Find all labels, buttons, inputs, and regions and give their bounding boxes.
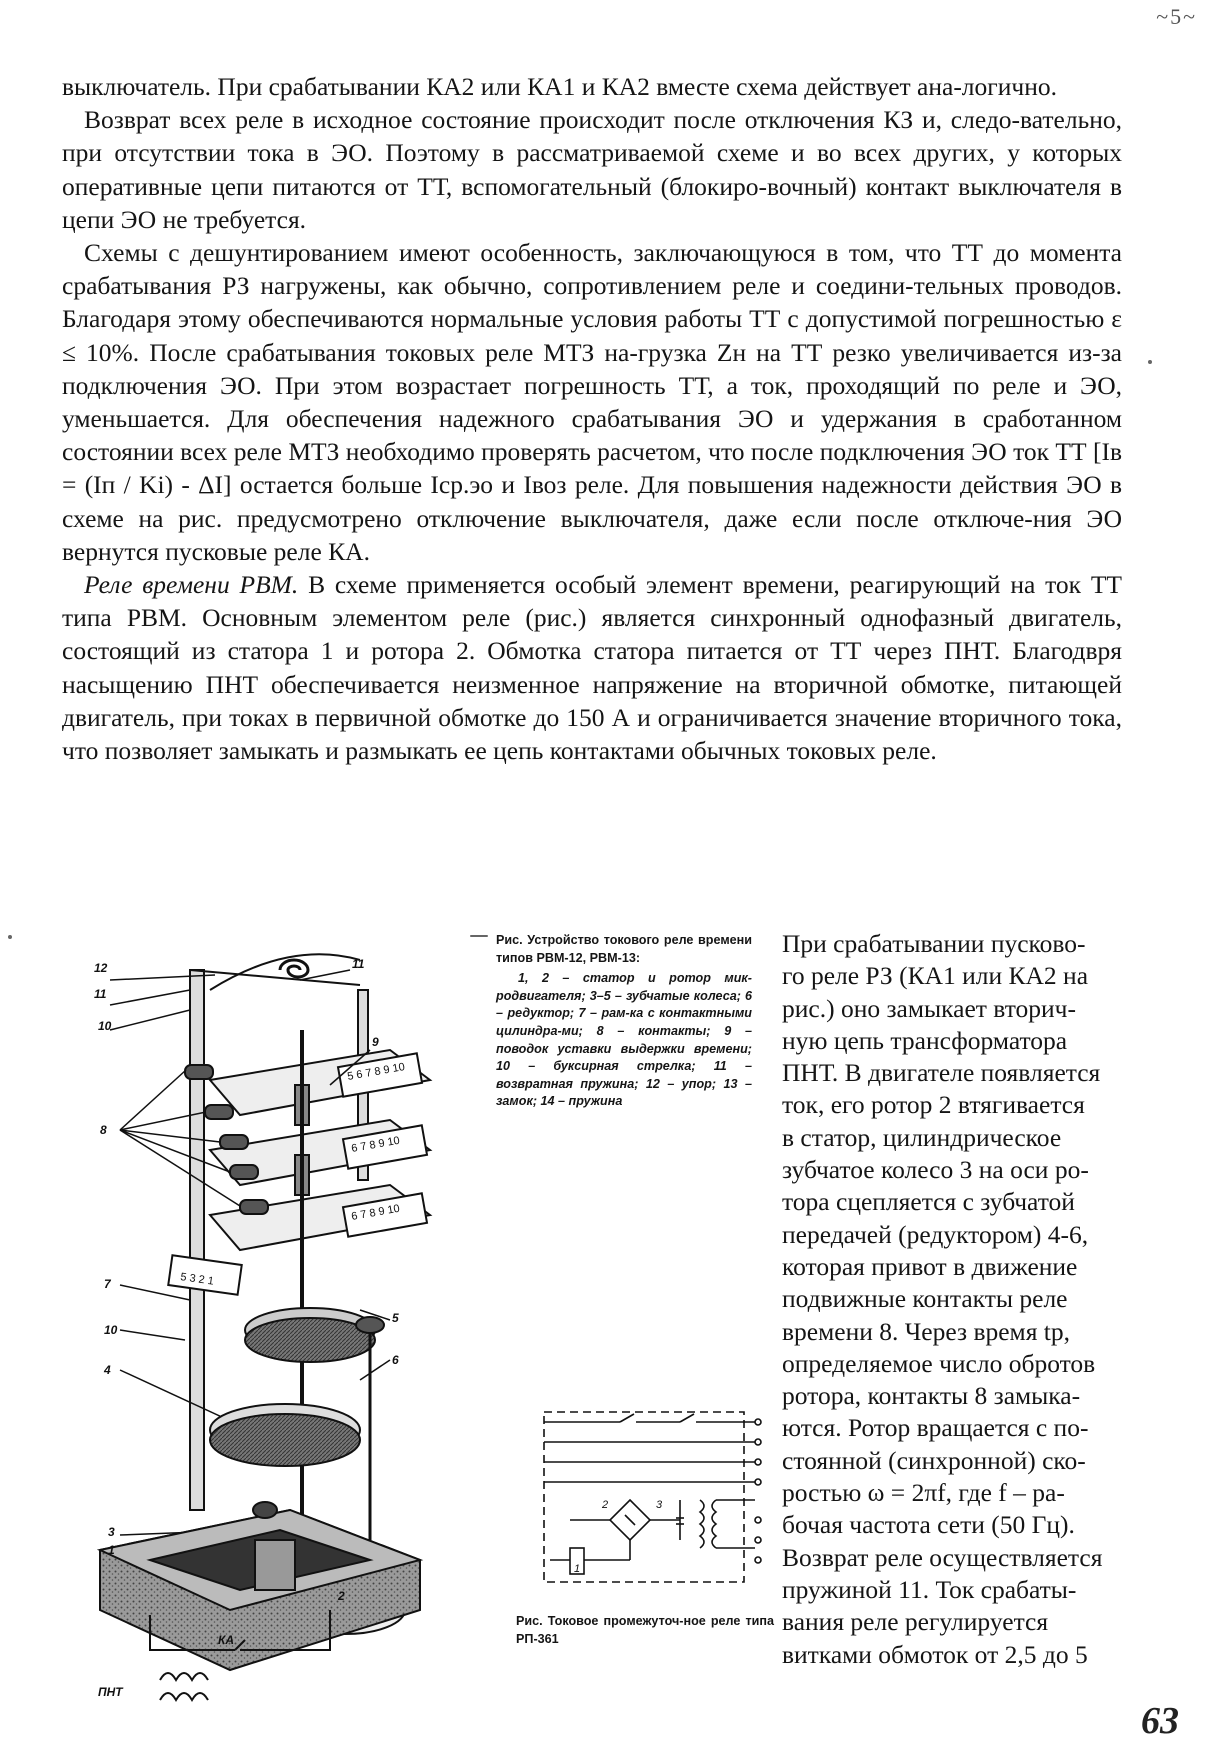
side-text-line: ПНТ. В двигателе появляется — [782, 1058, 1101, 1088]
label-12: 12 — [94, 961, 108, 975]
label-11-right: 11 — [352, 957, 365, 971]
side-text-line: зубчатое колесо 3 на оси ро- — [782, 1155, 1089, 1185]
label-pnt: ПНТ — [98, 1685, 123, 1699]
side-text-line: ростью ω = 2πf, где f – ра- — [782, 1478, 1065, 1508]
label-2: 2 — [338, 1589, 345, 1603]
scan-speck — [470, 935, 488, 937]
label-10-top: 10 — [98, 1019, 112, 1033]
side-text-line: передачей (редуктором) 4-6, — [782, 1219, 1089, 1249]
side-text-line: вания реле регулируется — [782, 1607, 1049, 1637]
label-ka: КА — [218, 1633, 235, 1647]
label-7: 7 — [104, 1277, 111, 1291]
corner-mark: ~5~ — [1156, 4, 1197, 29]
side-text-line: бочая частота сети (50 Гц). — [782, 1510, 1075, 1540]
figure1-caption — [496, 932, 752, 1111]
circuit-label-3: 3 — [656, 1499, 663, 1511]
label-3: 3 — [108, 1525, 115, 1539]
side-text-line: подвижные контакты реле — [782, 1284, 1068, 1314]
paragraph-3: Схемы с дешунтированием имеют особенность, заключающуюся в том, что ТТ до момента срабатывания РЗ нагружены, как обычно, сопротивлением реле и соедини-тельных проводов. Благодаря этому обеспечиваются нормальные условия работы ТТ с допустимой погрешностью ε ≤ 10%. После срабатывания токовых реле МТЗ на-грузка Zн на ТТ резко увеличивается из-за подключения ЭО. При этом возрастает погрешность ТТ, а ток, проходящий по реле и ЭО, уменьшается. Для обеспечения надежного срабатывания ЭО и удержания в сработанном состоянии всех реле МТЗ необходимо проверять расчетом, что после подключения ЭО ток ТТ [Iв = (Iп / Ki) - ΔI] остается больше Icp.эо и Iвоз реле. Для повышения надежности действия ЭО в схеме на рис. предусмотрено отключение выключателя, даже если после отключе-ния ЭО вернутся пусковые реле КА. — [62, 238, 1122, 566]
label-8: 8 — [100, 1123, 107, 1137]
circuit-label-2: 2 — [602, 1499, 609, 1511]
side-text-line: го реле РЗ (КА1 или КА2 на — [782, 961, 1089, 991]
side-text-line: времени 8. Через время tр, — [782, 1316, 1071, 1346]
label-4: 4 — [104, 1363, 111, 1377]
side-text-line: тора сцепляется с зубчатой — [782, 1187, 1075, 1217]
side-text-line: стоянной (синхронной) ско- — [782, 1445, 1086, 1475]
rvm-relay-drawing — [90, 910, 520, 1710]
label-5: 5 — [392, 1311, 399, 1325]
paragraph-4 — [62, 568, 1122, 767]
label-10-bottom: 10 — [104, 1323, 118, 1337]
side-text-line: ются. Ротор вращается с по- — [782, 1413, 1089, 1443]
paragraph-2: Возврат всех реле в исходное состояние происходит после отключения КЗ и, следо-вательно, при отсутствии тока в ЭО. Поэтому в рассматриваемой схеме и во всех других, у которых оперативные цепи питаются от ТТ, вспомогательный (блокиро-вочный) контакт выключателя в цепи ЭО не требуется. — [62, 105, 1122, 234]
side-text-line: ную цепь трансформатора — [782, 1025, 1068, 1055]
side-text-line: определяемое число обротов — [782, 1348, 1096, 1378]
scan-speck — [8, 935, 12, 939]
side-text-line: пружиной 11. Ток срабаты- — [782, 1574, 1077, 1604]
figure1-caption-title: Рис. Устройство токового реле времени типов РВМ-12, РВМ-13: — [496, 933, 752, 965]
contact-scale-top: 5 6 7 8 9 10 — [346, 1061, 406, 1083]
circuit-label-1: 1 — [574, 1563, 581, 1575]
scan-speck — [1148, 360, 1152, 364]
rvm-heading: Реле времени РВМ. — [84, 570, 299, 600]
frame-scale: 5 3 2 1 — [179, 1271, 215, 1288]
side-text-block — [782, 928, 1172, 1671]
side-text-line: Возврат реле осуществляется — [782, 1542, 1103, 1572]
figure1-caption-legend: 1, 2 – статор и ротор мик-родвигателя; 3–5 – зубчатые колеса; 6 – редуктор; 7 – рам-ка с контактными цилиндра-ми; 8 – контакты; 9 – поводок уставки выдержки времени; 10 – буксирная стрелка; 11 – возвратная пружина; 12 – упор; 13 – замок; 14 – пружина — [496, 971, 752, 1109]
paragraph-4-body: В схеме применяется особый элемент времени, реагирующий на ток ТТ типа РВМ. Основным элементом реле (рис.) является синхронный однофазный двигатель, состоящий из статора 1 и ротора 2. Обмотка статора питается от ТТ через ПНТ. Благодвря насыщению ПНТ обеспечивается неизменное напряжение на вторичной обмотке, питающей двигатель, при токах в первичной обмотке до 150 А и ограничивается значение вторичного тока, что позволяет замыкать и размыкать ее цепь контактами обычных токовых реле. — [62, 570, 1122, 766]
side-text-line: ротора, контакты 8 замыка- — [782, 1381, 1081, 1411]
rp361-circuit-diagram — [530, 1400, 770, 1600]
side-text-line: которая привот в движение — [782, 1251, 1078, 1281]
main-text-block — [62, 70, 1122, 767]
side-text-line: ток, его ротор 2 втягивается — [782, 1090, 1085, 1120]
side-text-line: витками обмоток от 2,5 до 5 — [782, 1639, 1088, 1669]
contact-scale-bottom: 6 7 8 9 10 — [350, 1202, 401, 1223]
label-9: 9 — [372, 1035, 379, 1049]
label-11-left: 11 — [94, 987, 107, 1001]
label-1: 1 — [108, 1543, 115, 1557]
label-6: 6 — [392, 1353, 399, 1367]
paragraph-1: выключатель. При срабатывании КА2 или КА1 и КА2 вместе схема действует ана-логично. — [62, 72, 1057, 101]
contact-scale-middle: 6 7 8 9 10 — [350, 1134, 401, 1155]
side-text-line: в статор, цилиндрическое — [782, 1122, 1062, 1152]
side-text-line: рис.) оно замыкает вторич- — [782, 993, 1076, 1023]
side-text-line: При срабатывании пусково- — [782, 929, 1086, 958]
figure2-caption: Рис. Токовое промежуточ-ное реле типа РП-361 — [516, 1614, 774, 1646]
page-number: 63 — [1141, 1700, 1179, 1742]
